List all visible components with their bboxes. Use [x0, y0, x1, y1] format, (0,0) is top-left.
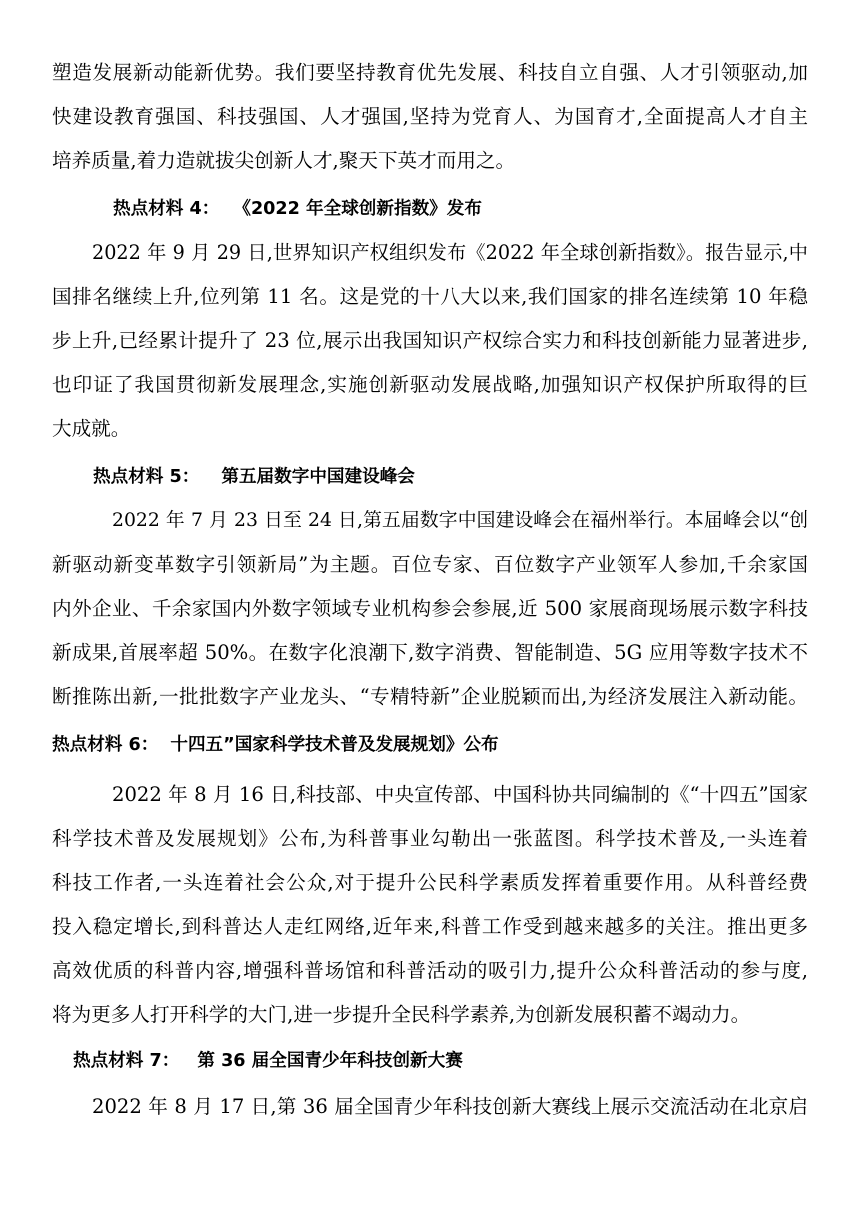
heading-title: 第 36 届全国青少年科技创新大赛 — [197, 1051, 463, 1071]
paragraph-line: 科学技术普及发展规划》公布,为科普事业勾勒出一张蓝图。科学技术普及,一头连着 — [52, 827, 808, 850]
heading-title: 《2022 年全球创新指数》发布 — [233, 199, 482, 219]
paragraph-line: 国排名继续上升,位列第 11 名。这是党的十八大以来,我们国家的排名连续第 10 年稳 — [52, 285, 808, 308]
paragraph-line: 将为更多人打开科学的大门,进一步提升全民科学素养,为创新发展积蓄不竭动力。 — [52, 1003, 751, 1026]
heading-label: 热点材料 4： — [113, 199, 220, 219]
paragraph-line: 培养质量,着力造就拔尖创新人才,聚天下英才而用之。 — [52, 149, 516, 172]
paragraph-line: 步上升,已经累计提升了 23 位,展示出我国知识产权综合实力和科技创新能力显著进步, — [52, 329, 808, 352]
paragraph-line: 快建设教育强国、科技强国、人才强国,坚持为党育人、为国育才,全面提高人才自主 — [52, 105, 808, 128]
section-heading — [93, 462, 415, 494]
paragraph-line: 塑造发展新动能新优势。我们要坚持教育优先发展、科技自立自强、人才引领驱动,加 — [52, 61, 808, 84]
heading-label: 热点材料 5： — [93, 467, 200, 487]
paragraph-line: 科技工作者,一头连着社会公众,对于提升公民科学素质发挥着重要作用。从科普经费 — [52, 871, 808, 894]
section-heading — [113, 194, 482, 226]
paragraph-line: 新成果,首展率超 50%。在数字化浪潮下,数字消费、智能制造、5G 应用等数字技术不 — [52, 641, 808, 664]
section-heading — [73, 1046, 463, 1078]
section-heading — [52, 730, 499, 762]
paragraph-line: 2022 年 9 月 29 日,世界知识产权组织发布《2022 年全球创新指数》。报告显示,中 — [92, 241, 808, 264]
heading-label: 热点材料 6： — [52, 735, 159, 755]
paragraph-line: 断推陈出新,一批批数字产业龙头、“专精特新”企业脱颖而出,为经济发展注入新动能。 — [52, 685, 808, 708]
heading-title: 第五届数字中国建设峰会 — [221, 467, 415, 487]
paragraph-line: 高效优质的科普内容,增强科普场馆和科普活动的吸引力,提升公众科普活动的参与度, — [52, 959, 808, 982]
paragraph-line: 内外企业、千余家国内外数字领域专业机构参会参展,近 500 家展商现场展示数字科技 — [52, 597, 808, 620]
paragraph-line: 大成就。 — [52, 417, 131, 440]
paragraph-line: 2022 年 7 月 23 日至 24 日,第五届数字中国建设峰会在福州举行。本届峰会以“创 — [112, 510, 808, 531]
paragraph-line: 投入稳定增长,到科普达人走红网络,近年来,科普工作受到越来越多的关注。推出更多 — [52, 915, 808, 938]
paragraph-line: 2022 年 8 月 16 日,科技部、中央宣传部、中国科协共同编制的《“十四五”国家 — [112, 783, 808, 806]
paragraph-line: 新驱动新变革数字引领新局”为主题。百位专家、百位数字产业领军人参加,千余家国 — [52, 553, 808, 576]
heading-label: 热点材料 7： — [73, 1051, 180, 1071]
heading-title: 十四五”国家科学技术普及发展规划》公布 — [170, 735, 499, 755]
paragraph-line: 2022 年 8 月 17 日,第 36 届全国青少年科技创新大赛线上展示交流活动在北京启 — [92, 1095, 808, 1118]
paragraph-line: 也印证了我国贯彻新发展理念,实施创新驱动发展战略,加强知识产权保护所取得的巨 — [52, 373, 808, 396]
